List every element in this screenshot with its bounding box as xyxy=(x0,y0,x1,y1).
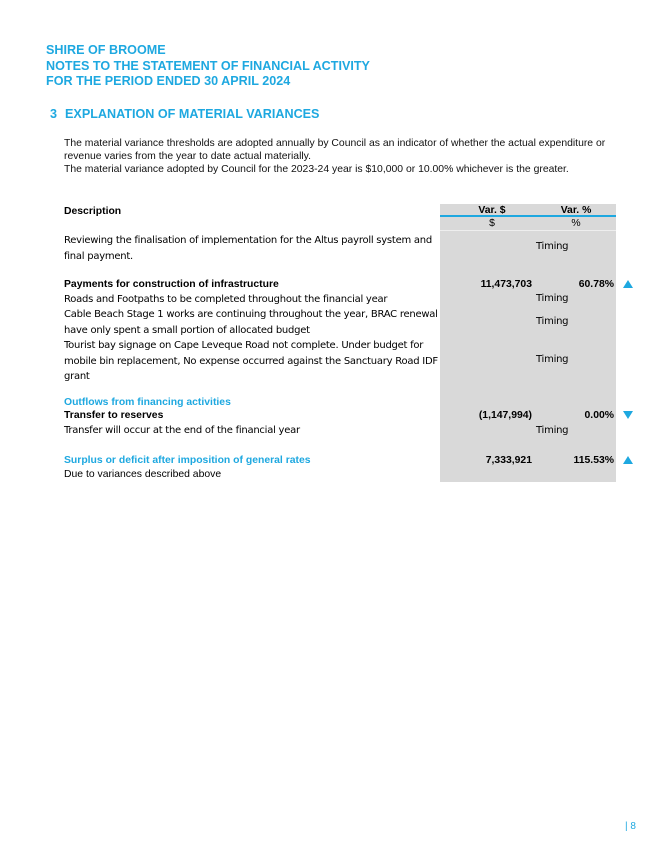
explanation-line: Reviewing the finalisation of implementation for the Altus payroll system and xyxy=(64,235,432,246)
variance-amount: (1,147,994) xyxy=(478,410,532,421)
variance-column-background xyxy=(440,204,616,482)
variance-amount: 11,473,703 xyxy=(480,279,532,290)
explanation-text: Roads and Footpaths to be completed throughout the financial year xyxy=(64,294,388,305)
column-unit-var-percent: % xyxy=(571,218,581,229)
explanation-line: mobile bin replacement, No expense occurred against the Sanctuary Road IDF xyxy=(64,355,438,367)
explanation-text xyxy=(64,233,432,265)
document-title: NOTES TO THE STATEMENT OF FINANCIAL ACTIVITY xyxy=(46,58,370,73)
section-title: EXPLANATION OF MATERIAL VARIANCES xyxy=(65,107,320,121)
intro-line-2: revenue varies from the year to date actual materially. xyxy=(64,151,311,162)
column-unit-var-amount: $ xyxy=(489,218,495,229)
variance-note: Timing xyxy=(536,241,569,252)
reporting-period: FOR THE PERIOD ENDED 30 APRIL 2024 xyxy=(46,74,291,88)
triangle-down-icon xyxy=(623,411,633,419)
explanation-text: Due to variances described above xyxy=(64,469,222,480)
explanation-line: grant xyxy=(64,371,90,382)
explanation-line: final payment. xyxy=(64,251,133,262)
intro-line-1: The material variance thresholds are adopted annually by Council as an indicator of whether the actual expenditure or xyxy=(64,138,606,149)
category-heading: Surplus or deficit after imposition of general rates xyxy=(64,455,311,466)
triangle-up-icon xyxy=(623,456,633,464)
explanation-line: Tourist bay signage on Cape Leveque Road not complete. Under budget for xyxy=(64,340,424,351)
variance-amount: 7,333,921 xyxy=(485,455,532,466)
column-header-description: Description xyxy=(64,206,122,217)
column-header-var-amount: Var. $ xyxy=(478,205,506,216)
section-number: 3 xyxy=(50,107,58,121)
explanation-line: Cable Beach Stage 1 works are continuing throughout the year, BRAC renewal xyxy=(64,309,438,320)
explanation-text: Transfer will occur at the end of the financial year xyxy=(64,425,300,436)
explanation-text xyxy=(64,307,438,338)
variance-percent: 60.78% xyxy=(578,279,614,290)
variance-note: Timing xyxy=(536,316,569,327)
variance-note: Timing xyxy=(536,293,569,304)
subheader-divider xyxy=(440,230,616,231)
intro-line-3: The material variance adopted by Council for the 2023-24 year is $10,000 or 10.00% whichever is the greater. xyxy=(64,164,569,175)
explanation-text xyxy=(64,338,438,385)
intro-paragraph xyxy=(64,137,629,176)
category-heading: Outflows from financing activities xyxy=(64,397,231,408)
variance-percent: 0.00% xyxy=(584,410,614,421)
explanation-line: have only spent a small portion of allocated budget xyxy=(64,324,310,336)
line-item-label: Payments for construction of infrastructure xyxy=(64,279,279,290)
variance-percent: 115.53% xyxy=(573,455,614,466)
triangle-up-icon xyxy=(623,280,633,288)
column-header-var-percent: Var. % xyxy=(560,205,592,216)
variance-note: Timing xyxy=(536,354,569,365)
variance-note: Timing xyxy=(536,425,569,436)
document-header xyxy=(46,43,370,90)
page-number: | 8 xyxy=(625,821,636,832)
org-name: SHIRE OF BROOME xyxy=(46,43,166,57)
line-item-label: Transfer to reserves xyxy=(64,410,164,421)
section-heading xyxy=(50,107,319,121)
